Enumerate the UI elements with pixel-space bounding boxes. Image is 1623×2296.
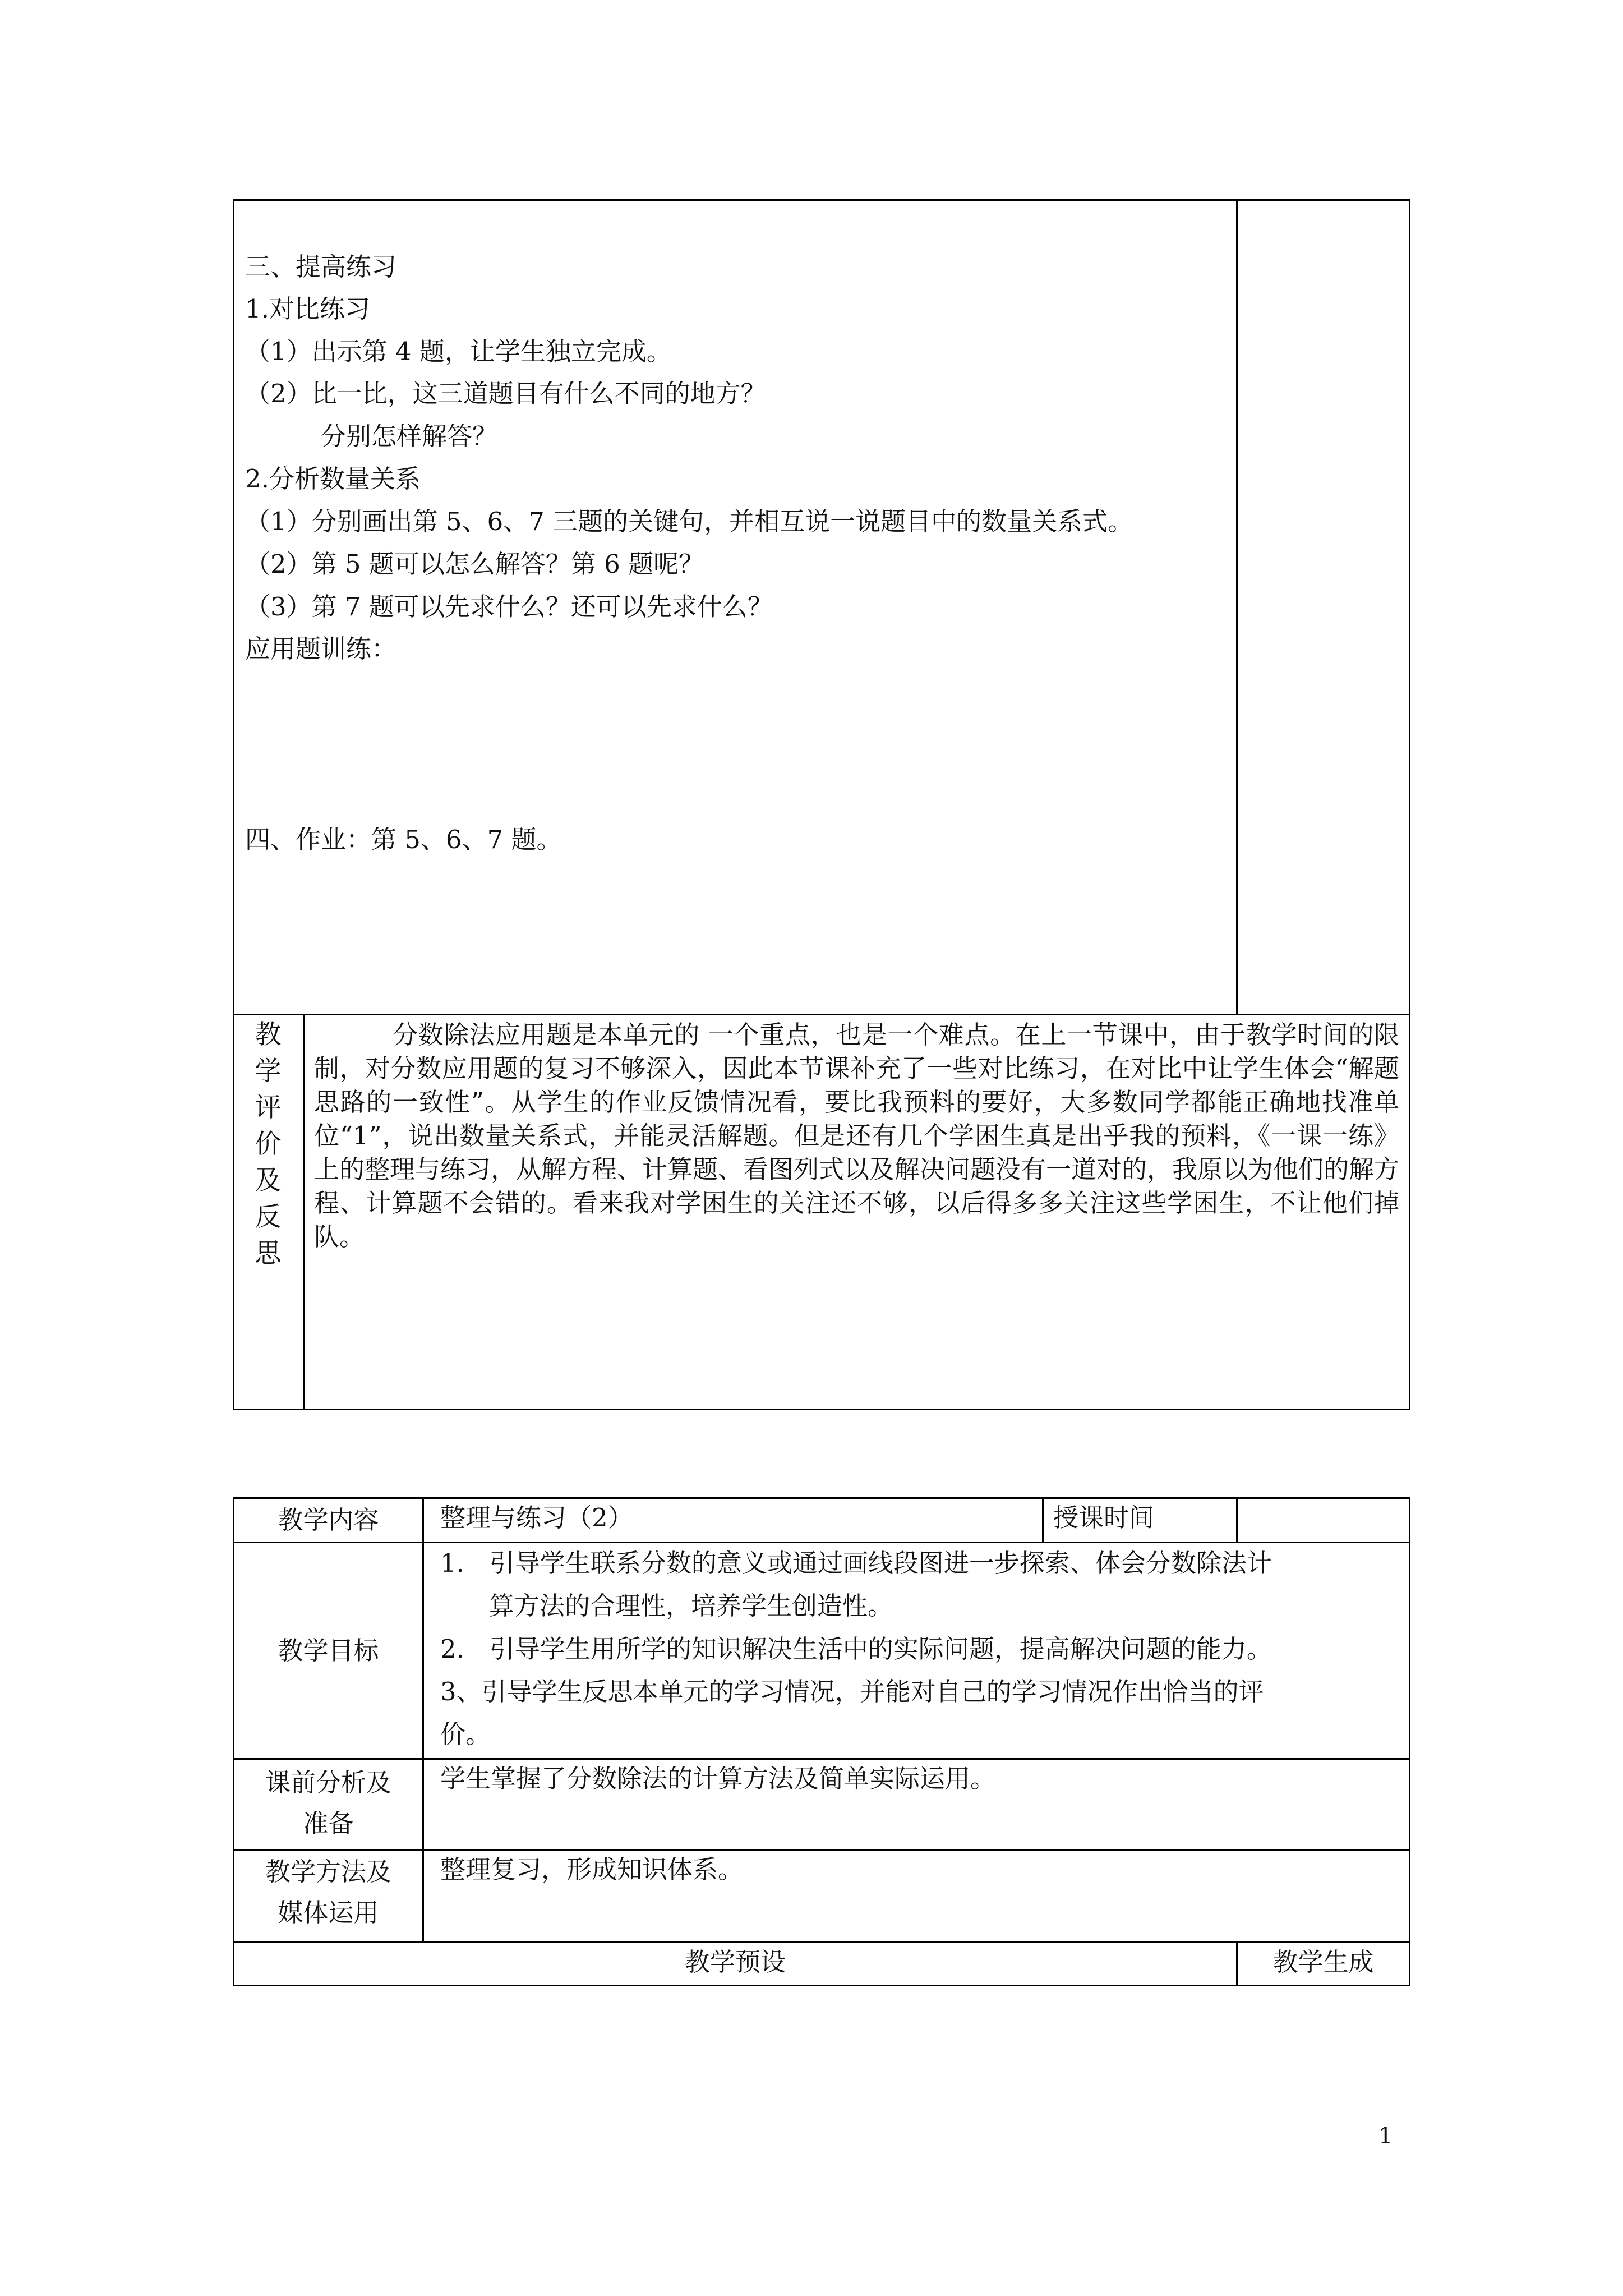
goal-line: 价。 xyxy=(440,1719,491,1749)
step-text: （3）第 7 题可以先求什么？还可以先求什么？ xyxy=(245,592,773,622)
method-value: 整理复习，形成知识体系。 xyxy=(440,1855,744,1884)
reflection-label-char: 思 xyxy=(255,1238,282,1269)
time-label: 授课时间 xyxy=(1053,1503,1155,1533)
page-number: 1 xyxy=(1378,2123,1393,2149)
analysis-label: 准备 xyxy=(303,1809,354,1838)
goal-line: 3、引导学生反思本单元的学习情况，并能对自己的学习情况作出恰当的评 xyxy=(440,1677,1264,1706)
analysis-label: 课前分析及 xyxy=(265,1768,391,1797)
section-heading-homework: 四、作业：第 5、6、7 题。 xyxy=(245,825,562,854)
section-heading-improve: 三、提高练习 xyxy=(245,252,397,282)
step-text: （1）分别画出第 5、6、7 三题的关键句，并相互说一说题目中的数量关系式。 xyxy=(245,507,1133,536)
preset-label: 教学预设 xyxy=(684,1947,786,1977)
step-text: 应用题训练： xyxy=(245,634,397,664)
content-label: 教学内容 xyxy=(278,1505,379,1535)
reflection-label-char: 价 xyxy=(255,1129,282,1159)
step-text: （1）出示第 4 题，让学生独立完成。 xyxy=(245,337,672,366)
reflection-label-char: 反 xyxy=(255,1202,282,1232)
goal-line: 算方法的合理性，培养学生创造性。 xyxy=(489,1591,893,1621)
method-label: 媒体运用 xyxy=(278,1898,379,1927)
analysis-value: 学生掌握了分数除法的计算方法及简单实际运用。 xyxy=(440,1764,996,1793)
subheading-quantity-relations: 2.分析数量关系 xyxy=(245,464,421,494)
reflection-text: 分数除法应用题是本单元的 一个重点，也是一个难点。在上一节课中，由于教学时间的限制，对分数应用题的复习不够深入，因此本节课补充了一些对比练习，在对比中让学生体会“解题思路的一致性”。从学生的作业反馈情况看，要比我预料的要好，大多数同学都能正确地找准单位“1”，说出数量关系式，并能灵活解题。但是还有几个学困生真是出乎我的预料，《一课一练》上的整理与练习，从解方程、计算题、看图列式以及解决问题没有一道对的，我原以为他们的解方程、计算题不会错的。看来我对学困生的关注还不够，以后得多多关注这些学困生，不让他们掉队。 xyxy=(314,1020,1400,1251)
goal-line: 2. 引导学生用所学的知识解决生活中的实际问题，提高解决问题的能力。 xyxy=(440,1634,1272,1664)
goal-line: 1. 引导学生联系分数的意义或通过画线段图进一步探索、体会分数除法计 xyxy=(440,1548,1272,1578)
step-text: （2）第 5 题可以怎么解答？第 6 题呢？ xyxy=(245,549,704,579)
subheading-compare-practice: 1.对比练习 xyxy=(245,294,370,324)
reflection-label-char: 及 xyxy=(255,1165,282,1196)
generation-label: 教学生成 xyxy=(1272,1947,1374,1977)
reflection-label-char: 评 xyxy=(255,1092,282,1123)
content-value: 整理与练习（2） xyxy=(440,1503,633,1533)
step-text: （2）比一比，这三道题目有什么不同的地方？ xyxy=(245,379,766,408)
reflection-label-char: 学 xyxy=(255,1056,282,1087)
method-label: 教学方法及 xyxy=(265,1857,391,1887)
goals-label: 教学目标 xyxy=(278,1636,379,1665)
reflection-label-char: 教 xyxy=(255,1019,282,1050)
step-text: 分别怎样解答？ xyxy=(321,421,498,451)
